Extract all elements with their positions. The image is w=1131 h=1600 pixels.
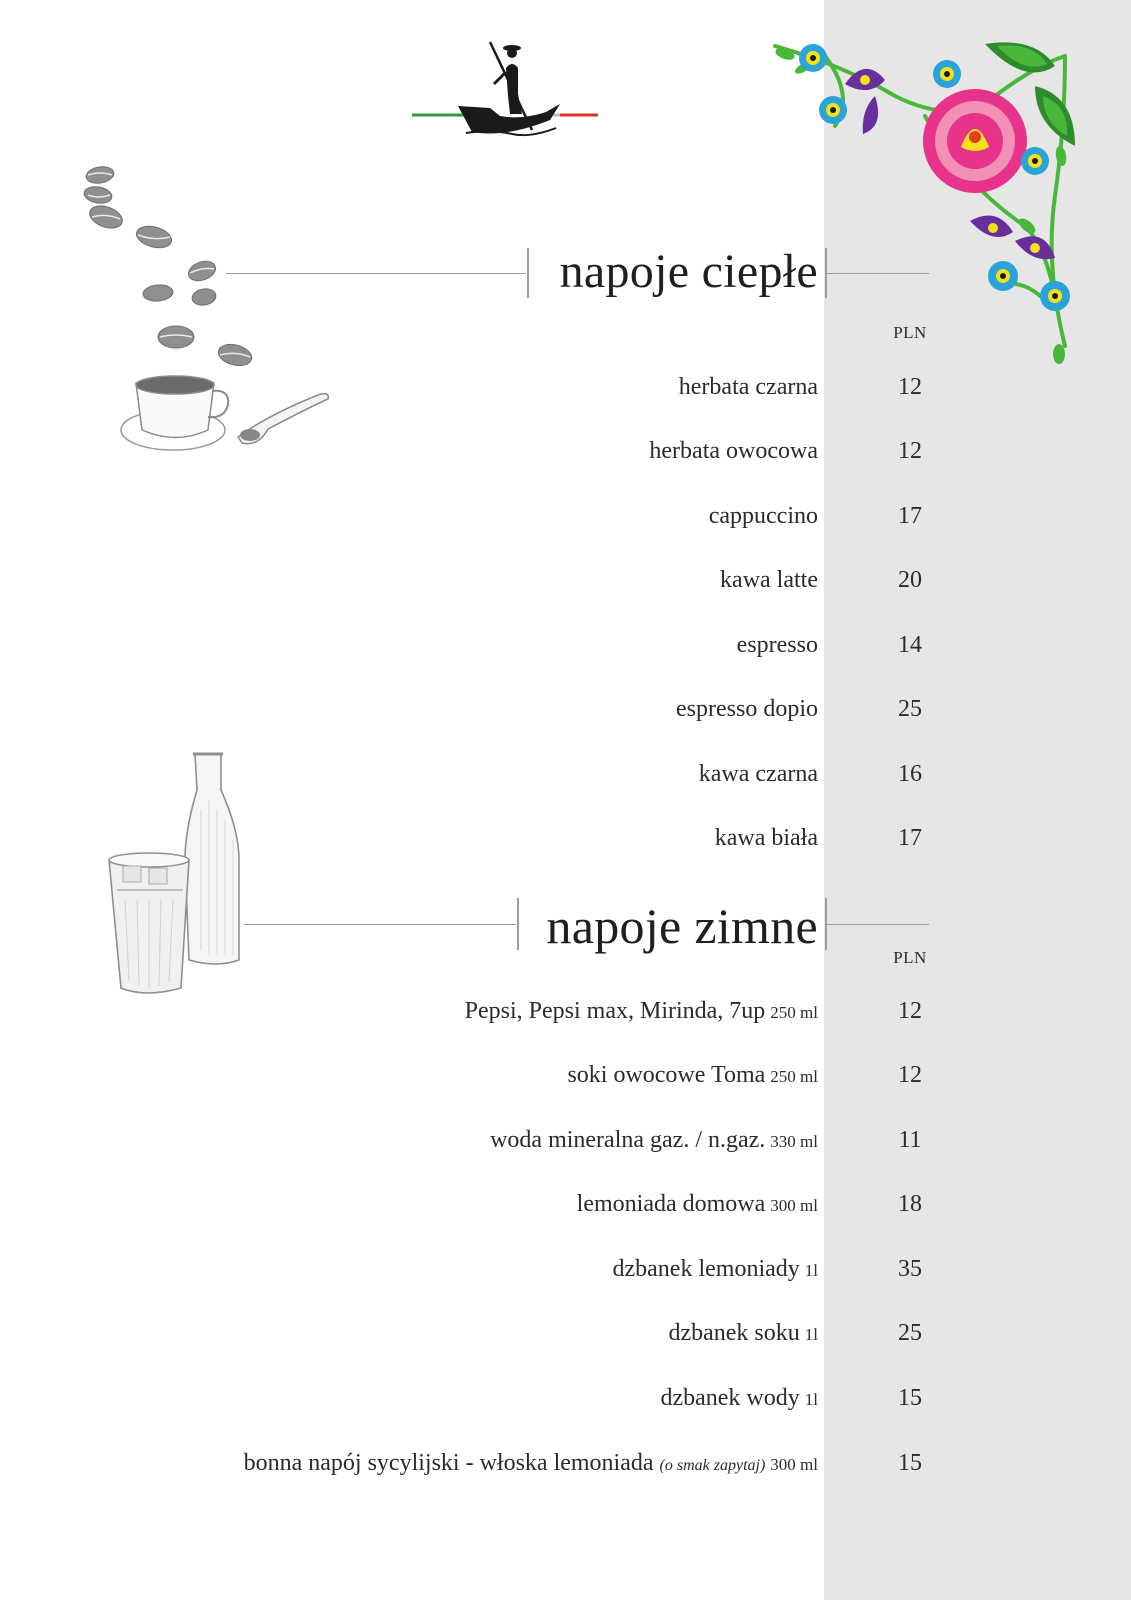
currency-label: PLN: [893, 323, 927, 342]
currency-label: PLN: [893, 948, 927, 967]
item-price: 12: [898, 374, 922, 400]
item-note: (o smak zapytaj): [659, 1457, 766, 1474]
menu-item: [676, 696, 818, 723]
item-name: herbata owocowa: [649, 438, 818, 464]
item-volume: 330 ml: [770, 1132, 818, 1151]
menu-item: [737, 632, 818, 659]
item-price: 12: [898, 438, 922, 464]
section-title-hot-drinks: napoje ciepłe: [559, 245, 818, 298]
item-name: lemoniada domowa: [576, 1191, 766, 1217]
item-name: bonna napój sycylijski - włoska lemoniada: [243, 1450, 654, 1476]
item-volume: 250 ml: [770, 1003, 818, 1022]
item-price: 17: [898, 825, 922, 851]
item-name: espresso: [736, 632, 818, 658]
menu-item: [699, 761, 818, 788]
menu-item: [668, 1320, 818, 1347]
item-volume: 1l: [804, 1261, 818, 1280]
menu-item: [679, 374, 818, 401]
item-name: espresso dopio: [676, 696, 818, 722]
divider-line: [244, 924, 516, 925]
section-title-cold-drinks: napoje zimne: [546, 898, 818, 954]
item-volume: 1l: [804, 1390, 818, 1409]
item-price: 12: [898, 1062, 922, 1088]
item-price: 17: [898, 503, 922, 529]
item-name: kawa czarna: [698, 761, 818, 787]
menu-item: [577, 1191, 818, 1218]
item-name: kawa latte: [720, 567, 818, 593]
gondolier-logo: [410, 36, 600, 146]
item-price: 25: [898, 1320, 922, 1346]
menu-item: [490, 1127, 818, 1154]
menu-item: [649, 438, 818, 465]
bottle-glass-sketch: [105, 750, 255, 1015]
item-name: cappuccino: [708, 503, 818, 529]
item-name: woda mineralna gaz. / n.gaz.: [490, 1127, 766, 1153]
item-price: 15: [898, 1385, 922, 1411]
item-volume: 300 ml: [770, 1455, 818, 1474]
item-name: herbata czarna: [678, 374, 818, 400]
item-name: Pepsi, Pepsi max, Mirinda, 7up: [464, 998, 766, 1024]
item-price: 11: [898, 1127, 922, 1153]
menu-item: [465, 998, 818, 1025]
item-price: 12: [898, 998, 922, 1024]
item-price: 16: [898, 761, 922, 787]
item-volume: 300 ml: [770, 1196, 818, 1215]
divider-line: [827, 924, 929, 925]
menu-item: [660, 1385, 818, 1412]
item-price: 20: [898, 567, 922, 593]
item-price: 15: [898, 1450, 922, 1476]
item-name: dzbanek lemoniady: [612, 1256, 800, 1282]
item-volume: 1l: [804, 1325, 818, 1344]
item-price: 18: [898, 1191, 922, 1217]
item-name: dzbanek wody: [660, 1385, 800, 1411]
item-name: soki owocowe Toma: [567, 1062, 766, 1088]
menu-item: [567, 1062, 818, 1089]
floral-ornament: [765, 36, 1095, 366]
menu-item: [720, 567, 818, 594]
item-price: 35: [898, 1256, 922, 1282]
item-name: dzbanek soku: [668, 1320, 800, 1346]
item-volume: 250 ml: [770, 1067, 818, 1086]
divider-bar: [527, 248, 529, 298]
divider-line: [226, 273, 526, 274]
menu-item: [715, 825, 818, 852]
menu-item: [244, 1450, 818, 1477]
menu-item: [613, 1256, 819, 1283]
divider-bar: [517, 898, 519, 950]
item-price: 25: [898, 696, 922, 722]
item-price: 14: [898, 632, 922, 658]
coffee-beans-sketch: [80, 165, 280, 385]
menu-item: [709, 503, 818, 530]
divider-line: [827, 273, 929, 274]
coffee-cup-sketch: [118, 375, 338, 470]
item-name: kawa biała: [714, 825, 818, 851]
